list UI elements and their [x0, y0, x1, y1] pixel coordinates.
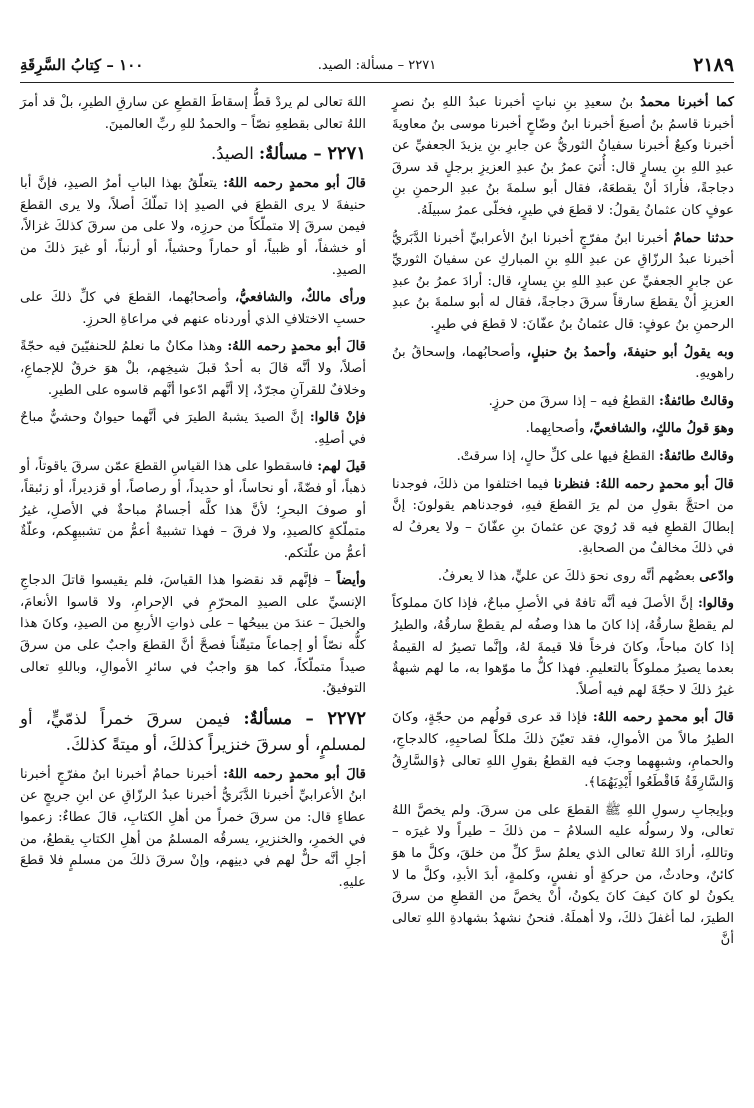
paragraph-text: وأصحابِهما.: [525, 421, 590, 437]
paragraph-text: القطعُ فيها على كلِّ حالٍ، إذا سرقتْ.: [456, 448, 659, 464]
paragraph-lead: فإنْ قالوا:: [309, 410, 366, 426]
book-title: ١٠٠ – كِتابُ السَّرِقَةِ: [20, 56, 144, 74]
paragraph-lead: وأيضاً: [336, 573, 366, 589]
paragraph-text: أخبرنا حمامٌ أخبرنا ابنُ مفرّجٍ أخبرنا ابنُ الأعرابيِّ أخبرنا الدَّبَريُّ أخبرنا عبدُ الرزّاقِ عن ابنِ جريجٍ عن عطاءٍ قال: من سرقَ خمراً من أهلِ الكتابِ، قالَ عطاءٌ: زعموا في الخمرِ، والخنزيرِ، يسرقُه المسلمُ من أهلِ الكتابِ يقطعُ، من أجلِ أنَّه حلٌّ لهم في دينِهم، وإنْ سرقَ ذلكَ من مسلمٍ فلا قطعَ عليهِ.: [20, 766, 366, 890]
issue-number: ٢٢٧١: [327, 143, 366, 165]
paragraph: [392, 228, 734, 336]
paragraph-lead: كما أخبرنا محمدُ: [640, 95, 734, 110]
paragraph: [20, 173, 366, 281]
paragraph-text: وهذا مكانٌ ما نعلمُ للحنفيّينَ فيه حجّةً أصلاً، ولا أنَّه قالَ به أحدٌ قبلَ شيخِهم، بلْ هوَ خرقٌ للإجماعِ، وخلافٌ للقرآنِ مجرّدٌ، إلا أنَّهم ادّعوا أنَّهم قاسوه على الطيرِ.: [20, 339, 366, 398]
paragraph: [392, 418, 734, 440]
page-header: [20, 52, 734, 83]
paragraph: [392, 566, 734, 588]
paragraph-lead: قيلَ لهم:: [317, 459, 366, 475]
paragraph: [392, 593, 734, 701]
paragraph: [392, 342, 734, 385]
paragraph-lead: وقالوا:: [697, 596, 734, 612]
paragraph: [20, 764, 366, 894]
paragraph-text: اللهَ تعالى لم يردْ قطُّ إسقاطَ القطعِ عن سارقِ الطيرِ، بلْ قد أمرَ اللهُ تعالى بقطعِهِ نصّاً – والحمدُ للهِ ربِّ العالمينَ.: [20, 95, 366, 132]
paragraph-text: – فإنَّهم قد نقضوا هذا القياسَ، فلم يقيسوا قاتلَ الدجاجِ الإنسيِّ على الصيدِ المحرّمِ في الإحرامِ، ولا قاسوا الأنعامَ، والخيلَ – عندَ من يبيحُها – على ذواتِ الأربعِ من الصيدِ، وكانَ هذا كلُّه نصّاً أو إجماعاً متيقّناً فصحَّ أنَّ القطعَ واجبٌ على من سرقَ صيداً متملّكاً، كما هوَ واجبٌ في سائرِ الأموالِ، وباللهِ تعالى التوفيقُ.: [20, 573, 366, 697]
paragraph-lead: حدثنا حمامٌ: [673, 230, 734, 246]
paragraph-lead: وبه يقولُ أبو حنيفةَ، وأحمدُ بنُ حنبلٍ،: [526, 344, 734, 360]
paragraph-text: وبإيجابِ رسولِ اللهِ ﷺ القطعَ على من سرقَ. ولم يخصَّ اللهُ تعالى، ولا رسولُه عليه السلامُ – من ذلكَ – طيراً ولا غيرَه – وتاللهِ، أرادَ اللهُ تعالى الذي يعلمُ سرَّ كلِّ من خلقَ، وكلَّ ما هوَ كائنٌ، وحادثٌ، من حركةٍ أو نفسٍ، وكلمةٍ، أبدَ الأبدِ، وكلَّ ما لا يكونُ لو كانَ كيفَ كانَ يكونُ، أنْ يخصَّ من القطعِ من سرقَ الطيرَ، لما أغفلَ ذلكَ، ولا أهملَهُ. فنحنُ نشهدُ بشهادةِ اللهِ تعالى أنَّ: [392, 802, 734, 948]
paragraph: [392, 391, 734, 413]
right-column: [392, 92, 734, 957]
paragraph-lead: قالَ أبو محمدٍ رحمه اللهُ: فنظرنا: [554, 476, 734, 492]
paragraph: [20, 456, 366, 564]
paragraph: [392, 446, 734, 468]
paragraph: [20, 336, 366, 401]
paragraph-lead: قالَ أبو محمدٍ رحمه اللهُ:: [227, 339, 366, 355]
paragraph: [20, 407, 366, 450]
paragraph: [392, 474, 734, 560]
paragraph-lead: وقالتْ طائفةٌ:: [658, 448, 734, 464]
paragraph-text: القطعُ فيه – إذا سرقَ من حرزٍ.: [488, 393, 659, 409]
issue-word: – مسألةٌ:: [259, 144, 328, 164]
issue-subject: فيمن سرقَ خمراً لذمّيٍّ، أو لمسلمٍ، أو سرقَ خنزيراً كذلكَ، أو ميتةً كذلكَ.: [20, 708, 366, 754]
paragraph-text: إنَّ الأصلَ فيه أنَّه تافهٌ في الأصلِ مباحٌ، فإذا كانَ مملوكاً لم يقطعْ سارقُهُ، إذا كانَ ما هذا وصفُه لم يقطعْ سارقُهُ، والطيرُ إذا كانَ مباحاً، وكانَ فرخاً فلا قيمةَ لهُ، وإنَّما تصيرُ له القيمةُ بعدما يصيرُ مملوكاً بالتعليمِ. فهذا كلُّ ما موّهوا به، ما لهم شبهةٌ غيرُ ذلكَ لا حجّةَ لهم فيه أصلاً.: [392, 596, 734, 698]
running-title: ٢٢٧١ – مسألة: الصيد.: [317, 58, 437, 73]
paragraph-lead: وهوَ قولُ مالكٍ، والشافعيِّ،: [589, 421, 734, 437]
paragraph-lead: ورأى مالكٌ، والشافعيُّ،: [235, 290, 367, 306]
paragraph-text: فإذا قد عرى قولُهم من حجّةٍ، وكانَ الطيرُ مالاً من الأموالِ، فقد تعيّنَ ذلكَ ملكاً لصاحبِهِ، كالدجاجِ، والحمامِ، وشبهِهما وجبَ فيه القطعُ بقولِ اللهِ تعالى ﴿وَالسَّارِقُ وَالسَّارِقَةُ فَاقْطَعُوا أَيْدِيَهُمَا﴾.: [392, 710, 734, 791]
paragraph-text: وأصحابُهما، وإسحاقُ بنُ راهويهِ.: [392, 344, 734, 382]
paragraph-lead: قالَ أبو محمدٍ رحمه اللهُ:: [223, 176, 366, 192]
paragraph-text: بعضُهم أنَّه روى نحوَ ذلكَ عن عليٍّ، هذا لا يعرفُ.: [437, 568, 700, 584]
paragraph: [392, 707, 734, 793]
book-page: [20, 52, 734, 1097]
paragraph-text: بنُ سعيدِ بنِ نباتٍ أخبرنا عبدُ اللهِ بنُ نصرٍ أخبرنا قاسمُ بنُ أصبغَ أخبرنا ابنُ وضّاحٍ أخبرنا موسى بنُ معاويةَ أخبرنا وكيعٌ أخبرنا سفيانُ الثوريُّ عن جابرِ بنِ يزيدَ الجعفيِّ عن عبدِ اللهِ بنِ يسارٍ قال: أُتيَ عمرُ بنُ عبدِ العزيزِ برجلٍ قد سرقَ دجاجةً، فأرادَ أنْ يقطعَهُ، فقال أبو سلمةَ بنُ عبدِ الرحمنِ بنِ عوفٍ كان عثمانُ يقولُ: لا قطعَ في طيرٍ، فخلّى عمرُ سبيلَهُ.: [392, 95, 734, 218]
issue-number: ٢٢٧٢: [327, 707, 366, 729]
left-column: [20, 92, 366, 899]
paragraph-lead: وادّعى: [699, 568, 734, 584]
paragraph: [392, 92, 734, 222]
paragraph: [20, 92, 366, 135]
page-number: ٢١٨٩: [693, 54, 734, 76]
paragraph-lead: قالَ أبو محمدٍ رحمه اللهُ:: [223, 766, 366, 782]
issue-heading: [20, 706, 366, 758]
paragraph-lead: وقالتْ طائفةٌ:: [658, 393, 734, 409]
issue-subject: الصيدُ.: [210, 144, 260, 164]
paragraph-text: إنَّ الصيدَ يشبهُ الطيرَ في أنَّهما حيوانٌ وحشيٌّ مباحٌ في أصلِهِ.: [20, 410, 366, 447]
paragraph-text: أخبرنا ابنُ مفرّجٍ أخبرنا ابنُ الأعرابيِّ أخبرنا الدَّبَريُّ أخبرنا عبدُ الرزّاقِ عن عبدِ اللهِ بنِ المباركِ عن سفيانَ الثوريِّ عن جابرٍ الجعفيِّ عن عبدِ اللهِ بنِ يسارٍ، قال: أرادَ عمرُ بنُ عبدِ العزيزِ أنْ يقطعَ سارقاً سرقَ دجاجةً، فقال له أبو سلمةَ بنُ عبدِ الرحمنِ بنُ عوفٍ: قال عثمانُ بنُ عفّانَ: لا قطعَ في طيرٍ.: [392, 230, 734, 332]
issue-word: – مسألةٌ:: [243, 708, 328, 728]
paragraph-text: فيما اختلفوا من ذلكَ، فوجدنا من احتجَّ بقولِ من لم يرَ القطعَ فيهِ، فوجدناهم يقولونَ: إنَّ إبطالَ القطعِ فيه قد رُويَ عن عثمانَ بنِ عفّانَ – ولا يعرفُ له في ذلكَ مخالفٌ من الصحابةِ.: [392, 476, 734, 557]
paragraph-text: يتعلّقُ بهذا البابِ أمرُ الصيدِ، فإنَّ أبا حنيفةَ لا يرى القطعَ في الصيدِ إذا تملّكَ أصلاً، ولا يرى القطعَ فيمن سرقَ إلا متملّكاً من حرزِه، ولا على من سرقَ كذلكَ غزالاً، أو خشفاً، أو ظبياً، أو حماراً وحشياً، أو أرنباً، أو غيرَ ذلكَ من الصيدِ.: [20, 176, 366, 278]
paragraph: [20, 287, 366, 330]
paragraph: [392, 800, 734, 951]
issue-heading: [20, 141, 366, 167]
paragraph-text: وأصحابُهما، القطعَ في كلِّ ذلكَ على حسبِ الاختلافِ الذي أوردناه عنهم في مراعاةِ الحرزِ.: [20, 290, 366, 327]
paragraph: [20, 570, 366, 700]
paragraph-text: فاسقطوا على هذا القياسِ القطعَ عمّن سرقَ ياقوتاً، أو ذهباً، أو فضّةً، أو نحاساً، أو حديداً، أو رصاصاً، أو قزديراً، أو زئبقاً، أو صوفَ البحرِ؛ لأنَّ هذا كلَّه أجسامٌ مباحةٌ في الأصلِ، غيرُ متملّكةٍ كالصيدِ، ولا فرقَ – فهذا تشبيهٌ أعمُّ من تشبيهِكم، وعلّةٌ أعمُّ من علّتكم.: [20, 459, 366, 561]
paragraph-lead: قالَ أبو محمدٍ رحمه اللهُ:: [592, 710, 734, 726]
